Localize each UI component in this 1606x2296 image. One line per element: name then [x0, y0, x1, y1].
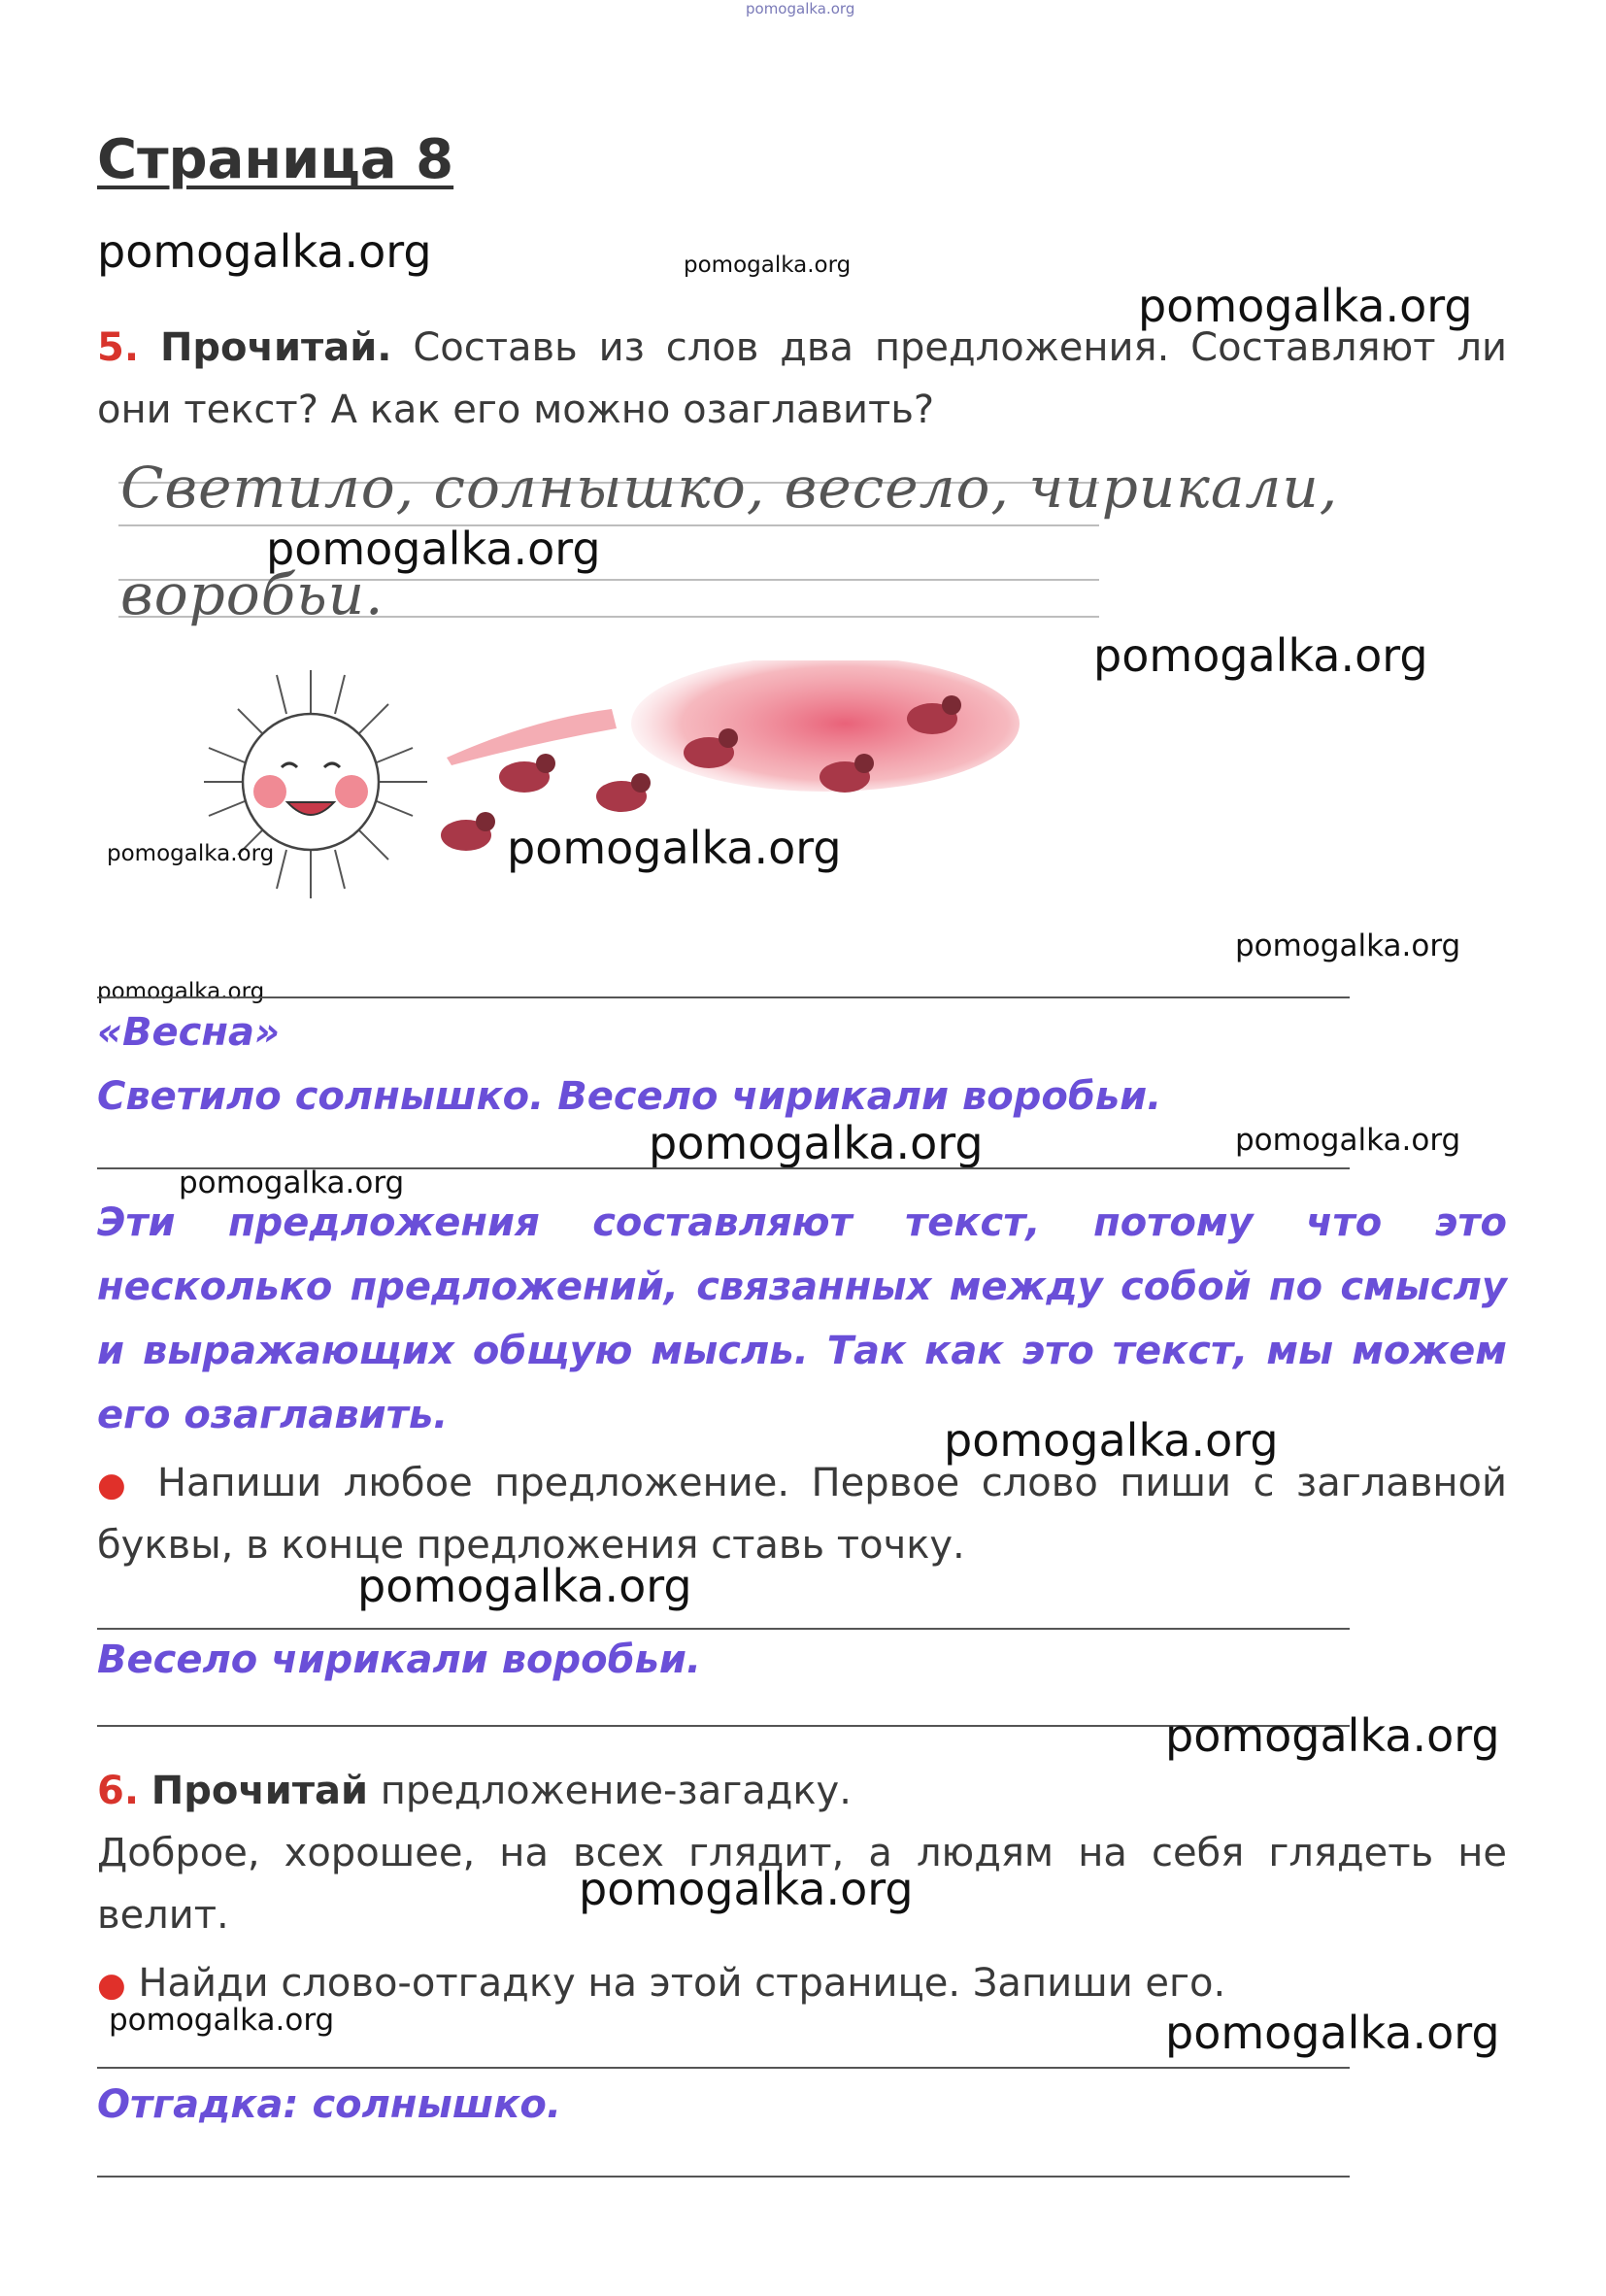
watermark: pomogalka.org	[1235, 1123, 1461, 1158]
task6-answer: Отгадка: солнышко.	[97, 2082, 562, 2127]
bullet-icon: ●	[97, 1466, 136, 1504]
watermark: pomogalka.org	[579, 1863, 914, 1915]
watermark: pomogalka.org	[1138, 280, 1473, 332]
watermark: pomogalka.org	[684, 253, 852, 278]
watermark: pomogalka.org	[179, 1165, 405, 1200]
watermark-top: pomogalka.org	[746, 0, 855, 17]
task5-paragraph	[97, 317, 1507, 441]
watermark: pomogalka.org	[1235, 929, 1461, 963]
watermark: pomogalka.org	[266, 523, 601, 575]
answer-sentences: Светило солнышко. Весело чирикали воробьи.	[97, 1074, 1162, 1119]
task6-lead: Прочитай	[151, 1769, 369, 1813]
watermark: pomogalka.org	[944, 1414, 1279, 1467]
watermark: pomogalka.org	[107, 841, 275, 866]
task5-lead: Прочитай.	[159, 325, 392, 370]
page-title: Страница 8	[97, 128, 454, 191]
bullet-icon: ●	[97, 1966, 126, 2005]
task5-bullet-text: Напиши любое предложение. Первое слово пиши с заглавной буквы, в конце предложения ставь точку.	[97, 1461, 1508, 1568]
answer-line	[97, 2176, 1350, 2178]
handwriting-line-1: Светило, солнышко, весело, чирикали,	[120, 455, 1339, 521]
task5-number: 5.	[97, 325, 140, 370]
task5-text: Составь из слов два предложения. Составляют ли они текст? А как его можно озаглавить?	[97, 325, 1508, 432]
task5-bullet-paragraph	[97, 1453, 1507, 1575]
answer-line	[97, 1628, 1350, 1630]
watermark: pomogalka.org	[97, 225, 432, 278]
watermark: pomogalka.org	[1093, 629, 1428, 682]
sparrow-icon	[499, 754, 555, 793]
watermark: pomogalka.org	[109, 2003, 335, 2038]
handwriting-line-2: воробьи.	[120, 561, 385, 627]
watermark: pomogalka.org	[649, 1117, 984, 1169]
sun-and-sparrows-illustration	[184, 660, 1039, 913]
task6-paragraph	[97, 1760, 1507, 1822]
sparrow-icon	[441, 812, 495, 851]
answer-line	[97, 996, 1350, 998]
answer-line	[97, 1725, 1350, 1727]
watermark: pomogalka.org	[97, 979, 265, 1004]
answer-line	[97, 2067, 1350, 2069]
watermark: pomogalka.org	[507, 822, 842, 874]
task6-text: предложение-загадку.	[380, 1769, 852, 1813]
watermark: pomogalka.org	[1165, 2007, 1500, 2059]
task6-riddle: Доброе, хорошее, на всех глядит, а людям на себя глядеть не велит.	[97, 1831, 1507, 1938]
answer-explanation: Эти предложения составляют текст, потому что это несколько предложений, связанных между собой по смыслу и выражающих общую мысль. Так как это текст, мы можем его озаглавить.	[97, 1200, 1507, 1437]
watermark: pomogalka.org	[1165, 1709, 1500, 1762]
watermark: pomogalka.org	[357, 1560, 692, 1612]
task6-number: 6.	[97, 1769, 140, 1813]
answer-title: «Весна»	[97, 1010, 280, 1055]
task6-bullet-text: Найди слово-отгадку на этой странице. Запиши его.	[138, 1961, 1226, 2006]
task5-bullet-answer: Весело чирикали воробьи.	[97, 1638, 702, 1682]
sparrow-icon	[596, 773, 651, 812]
